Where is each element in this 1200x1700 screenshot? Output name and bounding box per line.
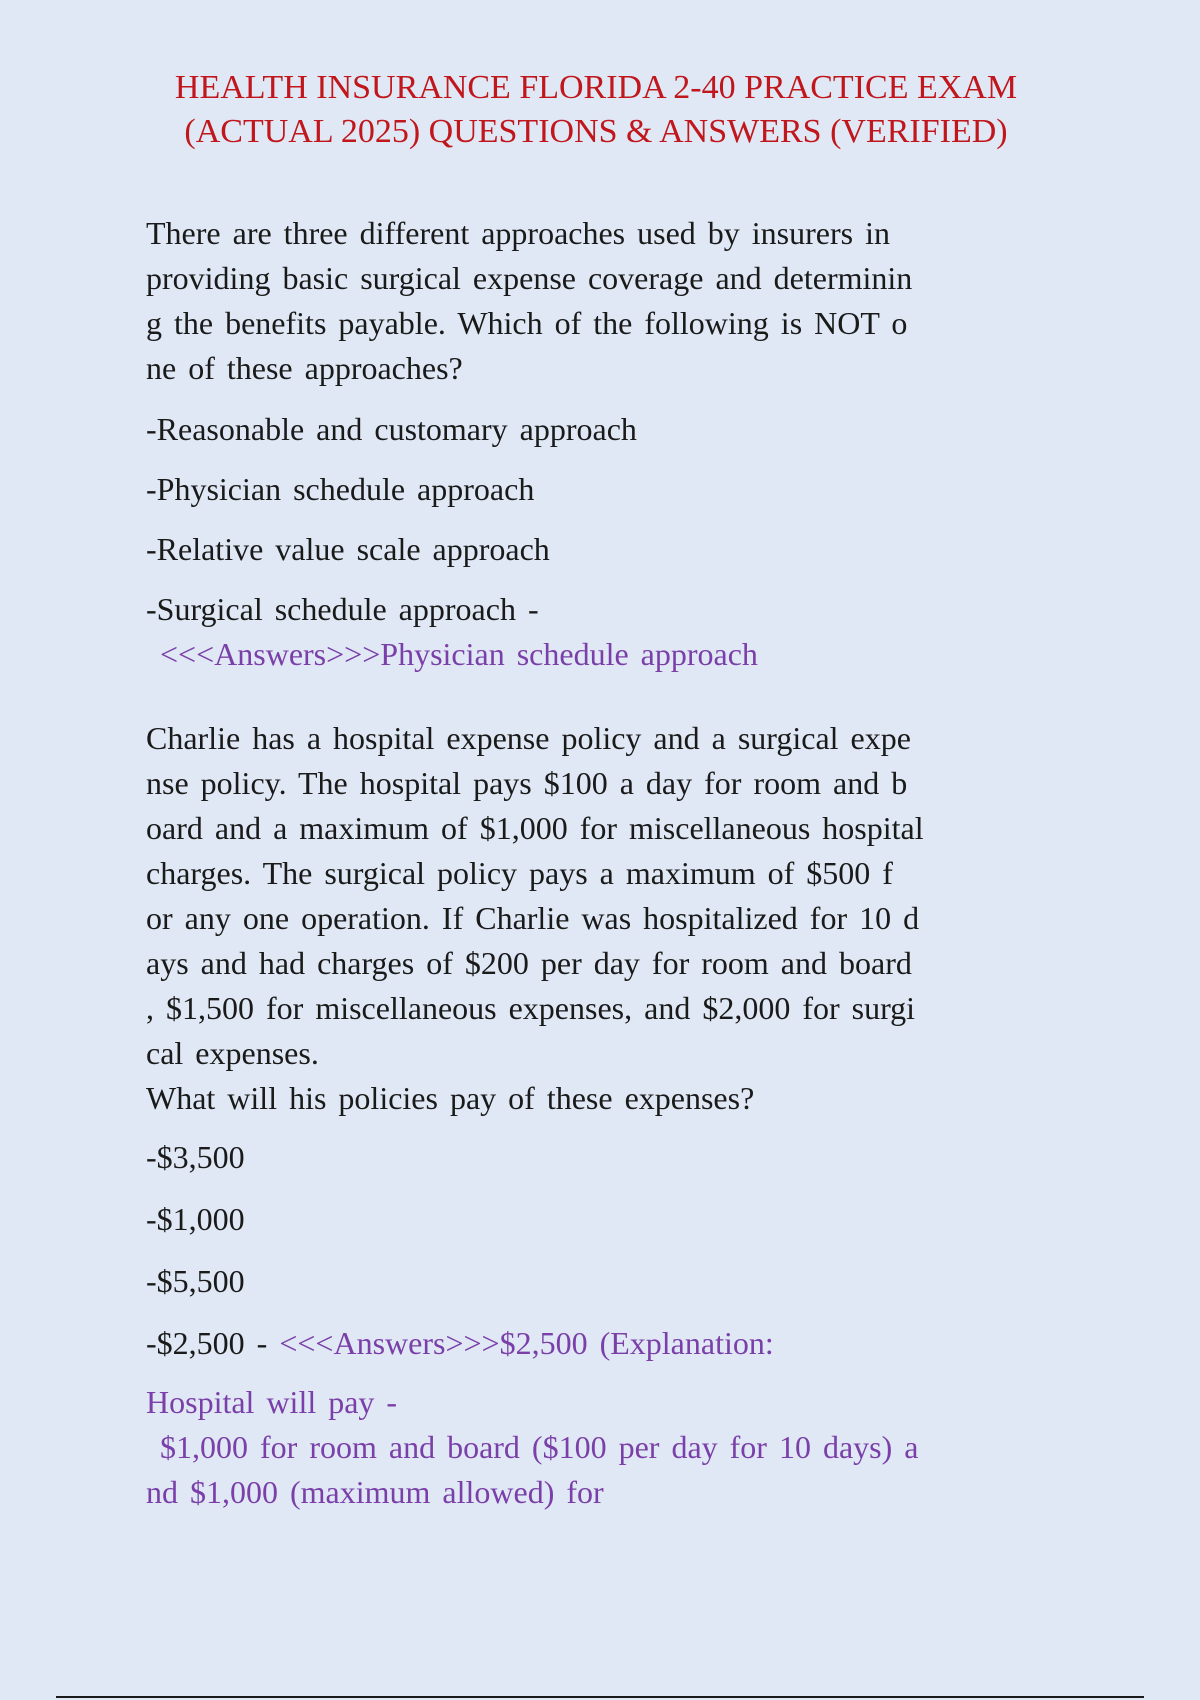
answer-option: -Relative value scale approach <box>146 531 550 567</box>
answer-option: -Surgical schedule approach - <box>146 591 539 627</box>
question-text-line: What will his policies pay of these expenses? <box>146 1080 755 1116</box>
correct-answer: <<<Answers>>>$2,500 (Explanation: <box>279 1325 774 1361</box>
answer-line <box>146 632 1046 677</box>
title-line-2: (ACTUAL 2025) QUESTIONS & ANSWERS (VERIFIED) <box>184 113 1008 150</box>
explanation-line: $1,000 for room and board ($100 per day for 10 days) a <box>160 1429 919 1465</box>
question-text-line: nse policy. The hospital pays $100 a day for room and b <box>146 765 908 801</box>
question-text-line: ays and had charges of $200 per day for room and board <box>146 945 912 981</box>
answer-option: -$3,500 <box>146 1139 245 1175</box>
explanation-line: Hospital will pay - <box>146 1384 398 1420</box>
question-2 <box>146 716 1046 1515</box>
question-text-line: or any one operation. If Charlie was hospitalized for 10 d <box>146 900 920 936</box>
question-text-line: ne of these approaches? <box>146 350 463 386</box>
answer-option: -$1,000 <box>146 1201 245 1237</box>
document-page <box>146 66 1046 1510</box>
answer-line <box>146 1321 1046 1366</box>
question-1 <box>146 211 1046 677</box>
question-text-line: charges. The surgical policy pays a maximum of $500 f <box>146 855 893 891</box>
answer-option: -Reasonable and customary approach <box>146 411 637 447</box>
correct-answer: <<<Answers>>>Physician schedule approach <box>160 636 758 672</box>
question-text-line: Charlie has a hospital expense policy and a surgical expe <box>146 720 911 756</box>
answer-option: -$2,500 - <box>146 1325 268 1361</box>
question-1-text <box>146 211 1046 391</box>
answer-explanation <box>146 1380 1046 1515</box>
answer-option: -$5,500 <box>146 1263 245 1299</box>
answer-option: -Physician schedule approach <box>146 471 535 507</box>
question-2-text <box>146 716 1046 1121</box>
question-text-line: g the benefits payable. Which of the following is NOT o <box>146 305 908 341</box>
question-text-line: There are three different approaches used by insurers in <box>146 215 890 251</box>
page-bottom-rule <box>56 1696 1144 1698</box>
explanation-line: nd $1,000 (maximum allowed) for <box>146 1474 604 1510</box>
title-line-1: HEALTH INSURANCE FLORIDA 2-40 PRACTICE EXAM <box>174 69 1018 106</box>
question-text-line: cal expenses. <box>146 1035 319 1071</box>
question-text-line: providing basic surgical expense coverage and determinin <box>146 260 913 296</box>
question-text-line: oard and a maximum of $1,000 for miscellaneous hospital <box>146 810 924 846</box>
question-text-line: , $1,500 for miscellaneous expenses, and $2,000 for surgi <box>146 990 916 1026</box>
document-title <box>146 66 1046 154</box>
